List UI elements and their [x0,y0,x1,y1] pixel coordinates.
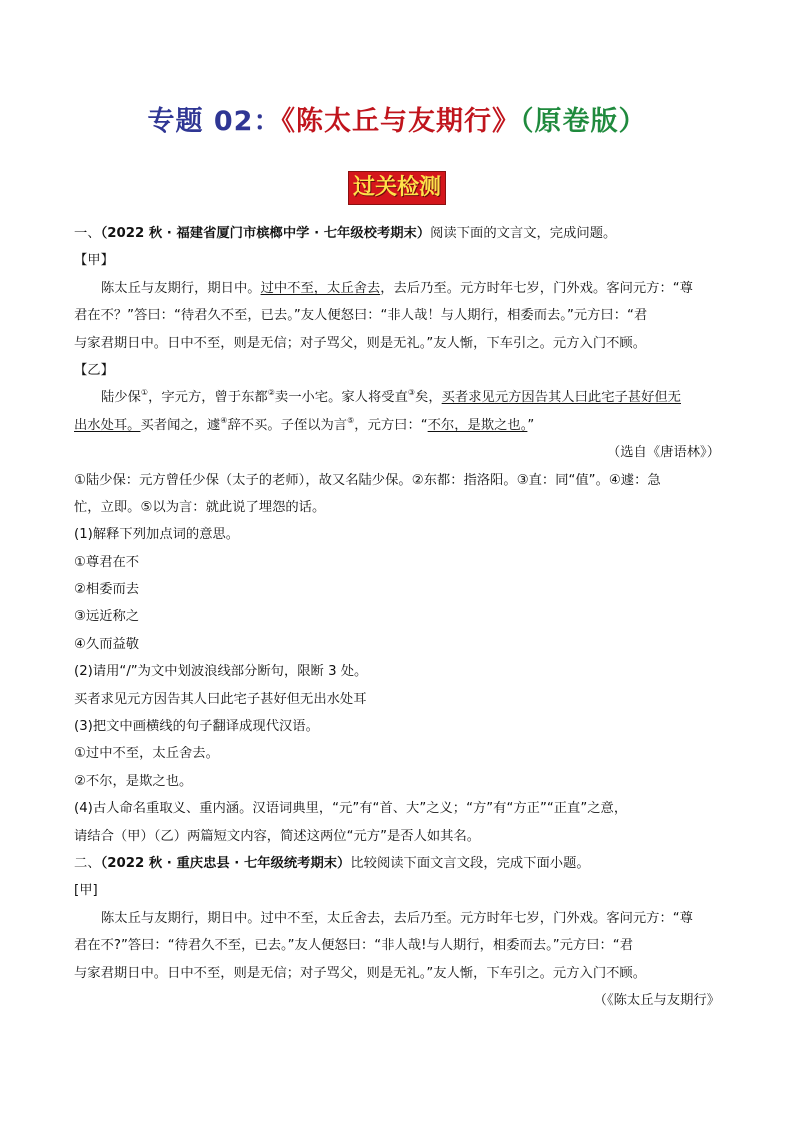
q1-sub2-text: 买者求见元方因告其人曰此宅子甚好但无出水处耳 [74,691,367,707]
q1-notes-line-1: ①陆少保：元方曾任少保（太子的老师），故又名陆少保。②东都：指洛阳。③直：同“值”。④遽：急 [74,472,661,488]
q1-jia-line-3: 与家君期日中。日中不至，则是无信；对子骂父，则是无礼。”友人惭，下车引之。元方入门不顾。 [74,335,647,351]
q1-sub4-line-1: (4)古人命名重取义、重内涵。汉语词典里，“元”有“首、大”之义；“方”有“方正”“正直”之意， [74,801,628,817]
q1-sub4-line-2: 请结合（甲）（乙）两篇短文内容，简述这两位“元方”是否人如其名。 [74,828,481,844]
q1-yi-label: 【乙】 [74,362,114,378]
page-title [0,102,794,142]
q1-yi-line-2: 出水处耳。买者闻之，遽④辞不买。子侄以为言⑤，元方曰：“不尔，是欺之也。” [74,415,535,433]
underlined-sentence-2: 不尔，是欺之也。 [427,417,528,433]
q1-jia-label: 【甲】 [74,253,114,269]
q1-source-citation: （选自《唐语林》） [606,445,720,461]
wavy-underlined-text: 买者求见元方因告其人曰此宅子甚好但无 [441,390,681,406]
q2-line-1: 陈太丘与友期行，期日中。过中不至，太丘舍去，去后乃至。元方时年七岁，门外戏。客问元方：“尊 [101,910,693,926]
q1-sub2: (2)请用“/”为文中划波浪线部分断句，限断 3 处。 [74,664,368,680]
q2-source-citation: （《陈太丘与友期行》 [593,992,720,1008]
q2-jia-label: [甲] [74,883,98,899]
badge-container [0,171,794,205]
q1-sub1-item: ④久而益敬 [74,636,140,652]
q1-sub1-item: ③远近称之 [74,609,140,625]
q1-notes-line-2: 忙，立即。⑤以为言：就此说了埋怨的话。 [74,499,326,515]
underlined-sentence-1: 过中不至，太丘舍去 [260,280,381,296]
q1-jia-line-1: 陈太丘与友期行，期日中。过中不至，太丘舍去，去后乃至。元方时年七岁，门外戏。客问元方：“尊 [101,280,693,296]
q1-sub3-item: ②不尔，是欺之也。 [74,773,193,789]
q1-jia-line-2: 君在不？”答曰：“待君久不至，已去。”友人便怒曰：“非人哉！与人期行，相委而去。”元方曰：“君 [74,308,648,324]
document-body [74,220,720,1014]
q1-sub3-item: ①过中不至，太丘舍去。 [74,746,219,762]
q1-source: （2022 秋 · 福建省厦门市槟榔中学 · 七年级校考期末） [100,226,431,241]
q2-source: （2022 秋 · 重庆忠县 · 七年级统考期末） [100,855,351,871]
title-name: 《陈太丘与友期行》 [281,106,520,137]
q1-sub1-item: ①尊君在不 [74,554,140,570]
q2-header: 二、（2022 秋 · 重庆忠县 · 七年级统考期末）比较阅读下面文言文段，完成下面小题。 [74,855,590,871]
q1-yi-line-1: 陆少保①，字元方，曾于东都②卖一小宅。家人将受直③矣，买者求见元方因告其人曰此宅子甚好但无 [101,388,681,406]
title-suffix: （原卷版） [519,106,647,137]
q2-line-3: 与家君期日中。日中不至，则是无信；对子骂父，则是无礼。”友人惭，下车引之。元方入门不顾。 [74,965,647,981]
q2-line-2: 君在不?”答曰：“待君久不至，已去。”友人便怒曰：“非人哉!与人期行，相委而去。”元方曰：“君 [74,938,633,954]
title-prefix: 专题 02： [147,106,282,137]
q1-sub3: (3)把文中画横线的句子翻译成现代汉语。 [74,719,319,735]
q1-sub1: (1)解释下列加点词的意思。 [74,527,240,543]
q1-sub1-item: ②相委而去 [74,582,140,598]
q1-header: 一、（2022 秋 · 福建省厦门市槟榔中学 · 七年级校考期末）阅读下面的文言文，完成问题。 [74,226,617,241]
section-badge: 过关检测 [348,171,446,205]
